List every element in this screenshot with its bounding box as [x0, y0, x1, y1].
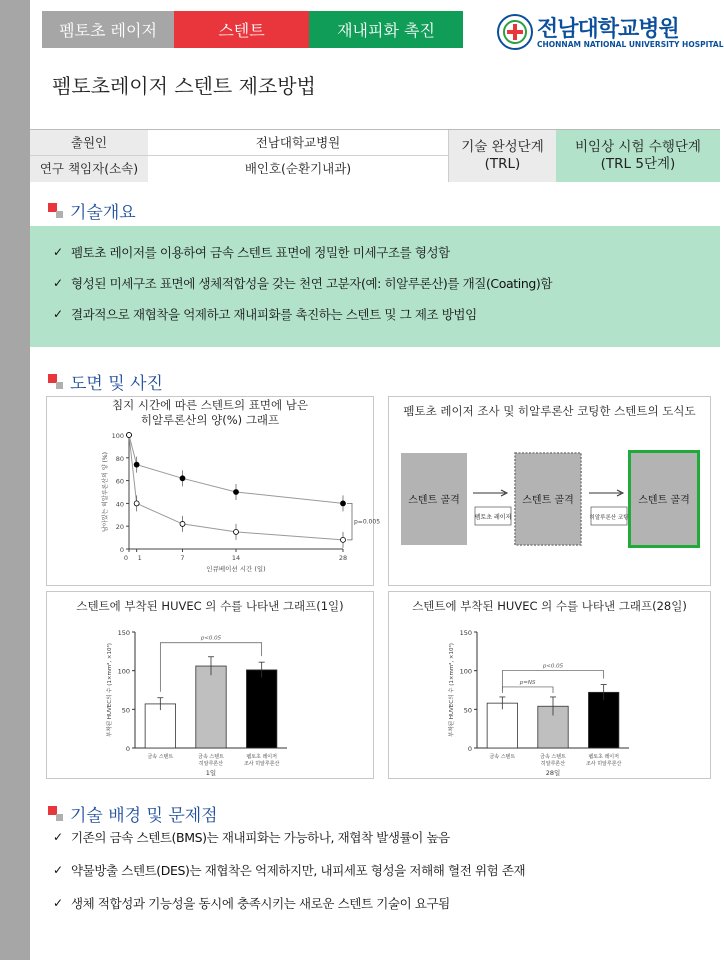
check-icon: ✓ — [53, 863, 63, 877]
figure-huvec-day28 — [388, 591, 711, 779]
step2-label: 히알루론산 코팅 — [589, 515, 629, 521]
trl-label: 기술 완성단계 (TRL) — [448, 130, 556, 182]
tab-femtosecond-laser[interactable]: 펨토초 레이저 — [42, 11, 174, 48]
data-point — [180, 521, 185, 526]
ha-retention-line-chart — [47, 425, 381, 585]
x-tick-label: 7 — [180, 554, 185, 562]
check-icon: ✓ — [53, 896, 63, 910]
y-tick-label: 40 — [115, 500, 124, 509]
info-table — [30, 129, 720, 182]
tab-stent[interactable]: 스텐트 — [174, 11, 309, 48]
hospital-logo — [497, 12, 724, 52]
list-item: ✓ 펨토초 레이저를 이용하여 금속 스텐트 표면에 정밀한 미세구조를 형성함 — [53, 245, 450, 260]
bar — [487, 703, 517, 748]
x-tick-label: 1 — [137, 554, 142, 562]
researcher-value: 배인호(순환기내과) — [148, 156, 448, 182]
category-label: 금속 스텐트 — [540, 754, 566, 760]
y-tick-label: 100 — [117, 667, 130, 676]
y-tick-label: 150 — [459, 629, 472, 637]
researcher-label: 연구 책임자(소속) — [30, 156, 148, 182]
bar — [145, 704, 175, 748]
y-tick-label: 50 — [121, 706, 130, 715]
huvec-day1-bar-chart — [47, 618, 373, 778]
p-value-annotation: p<0.05 — [200, 635, 222, 642]
stent-strut-label: 스텐트 골격 — [638, 495, 690, 506]
applicant-label: 출원인 — [30, 130, 148, 156]
y-tick-label: 60 — [115, 477, 124, 486]
data-point — [341, 501, 346, 506]
category-label-line2: 조사 히알루론산 — [585, 761, 622, 767]
hospital-seal-icon — [497, 14, 533, 50]
overview-heading — [48, 198, 136, 223]
p-value-annotation: p=NS — [519, 679, 536, 686]
category-label: 금속 스텐트 — [198, 754, 224, 760]
background-list — [30, 828, 720, 927]
y-axis-label: 부착된 HUVEC의 수 (1×mm², ×10³) — [449, 643, 455, 737]
x-axis-label: 28일 — [545, 769, 561, 777]
figure-title: 스텐트에 부착된 HUVEC 의 수를 나타낸 그래프(28일) — [412, 599, 687, 613]
figures-heading — [48, 369, 163, 394]
data-point — [134, 501, 139, 506]
list-item: ✓ 형성된 미세구조 표면에 생체적합성을 갖는 천연 고분자(예: 히알루론산)를 개질(Coating)함 — [53, 276, 553, 291]
y-tick-label: 0 — [467, 745, 472, 753]
figure-huvec-day1 — [46, 591, 374, 779]
y-tick-label: 100 — [459, 667, 472, 676]
p-value-annotation: p=0.005 — [354, 518, 381, 526]
section-marker-icon — [48, 806, 64, 822]
y-tick-label: 80 — [115, 454, 124, 463]
page-title: 펨토초레이저 스텐트 제조방법 — [52, 74, 316, 98]
bar — [588, 692, 618, 748]
y-tick-label: 100 — [111, 432, 124, 440]
stent-strut-label: 스텐트 골격 — [408, 495, 460, 506]
figure-title: 침지 시간에 따른 스텐트의 표면에 남은 히알루론산의 양(%) 그래프 — [111, 398, 309, 427]
list-item: ✓ 생체 적합성과 기능성을 동시에 충족시키는 새로운 스텐트 기술이 요구됨 — [53, 896, 450, 911]
x-axis-label: 1일 — [205, 769, 217, 777]
data-point — [341, 537, 346, 542]
figure-ha-retention — [46, 396, 381, 586]
overview-title: 기술개요 — [70, 203, 136, 223]
overview-box — [30, 226, 720, 347]
stent-schematic-diagram — [389, 425, 710, 585]
category-label-line2: 히알루론산 — [540, 761, 566, 767]
figure-title: 스텐트에 부착된 HUVEC 의 수를 나타낸 그래프(1일) — [76, 599, 344, 613]
x-axis-label: 인큐베이션 시간 (일) — [206, 565, 266, 573]
left-sidebar-bar — [0, 0, 30, 960]
figures-title: 도면 및 사진 — [70, 374, 163, 394]
y-axis-label: 부착된 HUVEC의 수 (1×mm², ×10³) — [107, 643, 113, 737]
section-marker-icon — [48, 203, 64, 219]
y-axis-label: 남아있는 히알루론산의 양 (%) — [102, 452, 109, 532]
y-tick-label: 0 — [119, 546, 124, 554]
y-tick-label: 150 — [117, 629, 130, 637]
category-label-line2: 히알루론산 — [198, 761, 224, 767]
check-icon: ✓ — [53, 830, 63, 844]
check-icon: ✓ — [53, 245, 63, 259]
category-label: 금속 스텐트 — [489, 754, 516, 760]
list-item: ✓ 결과적으로 재협착을 억제하고 재내피화를 촉진하는 스텐트 및 그 제조 방법임 — [53, 307, 477, 322]
step1-label: 펨토초 레이저 — [474, 514, 512, 521]
y-tick-label: 50 — [463, 706, 472, 715]
figure-title: 펨토초 레이저 조사 및 히알루론산 코팅한 스텐트의 도식도 — [403, 404, 696, 418]
data-point — [234, 490, 239, 495]
bar — [246, 670, 276, 748]
list-item: ✓ 기존의 금속 스텐트(BMS)는 재내피화는 가능하나, 재협착 발생률이 높음 — [53, 830, 450, 845]
category-label-line2: 조사 히알루론산 — [243, 761, 280, 767]
logo-english: CHONNAM NATIONAL UNIVERSITY HOSPITAL — [537, 40, 724, 49]
data-point — [234, 529, 239, 534]
p-value-annotation: p<0.05 — [542, 663, 564, 670]
data-point — [180, 476, 185, 481]
section-marker-icon — [48, 374, 64, 390]
x-tick-label: 0 — [123, 554, 129, 562]
logo-name: 전남대학교병원 — [537, 17, 679, 42]
check-icon: ✓ — [53, 307, 63, 321]
topic-tabs — [42, 11, 463, 48]
list-item: ✓ 약물방출 스텐트(DES)는 재협착은 억제하지만, 내피세포 형성을 저해해 혈전 위험 존재 — [53, 863, 526, 878]
category-label: 금속 스텐트 — [147, 754, 174, 760]
bar — [196, 666, 226, 748]
applicant-value: 전남대학교병원 — [148, 130, 448, 156]
figure-stent-schematic — [388, 396, 711, 586]
data-point — [127, 433, 132, 438]
x-tick-label: 28 — [338, 554, 348, 562]
trl-value: 비임상 시험 수행단계 (TRL 5단계) — [556, 130, 720, 182]
huvec-day28-bar-chart — [389, 618, 710, 778]
significance-bracket — [347, 503, 352, 539]
category-label: 펨토초 레이저 — [588, 754, 619, 760]
background-title: 기술 배경 및 문제점 — [70, 806, 218, 826]
significance-bracket — [502, 687, 553, 693]
check-icon: ✓ — [53, 276, 63, 290]
tab-reendothelialization[interactable]: 재내피화 촉진 — [309, 11, 463, 48]
y-tick-label: 0 — [125, 745, 130, 753]
background-heading — [48, 801, 218, 826]
y-tick-label: 20 — [115, 523, 124, 532]
data-point — [134, 462, 139, 467]
stent-strut-label: 스텐트 골격 — [522, 495, 574, 506]
x-tick-label: 14 — [231, 554, 241, 562]
category-label: 펨토초 레이저 — [246, 754, 277, 760]
